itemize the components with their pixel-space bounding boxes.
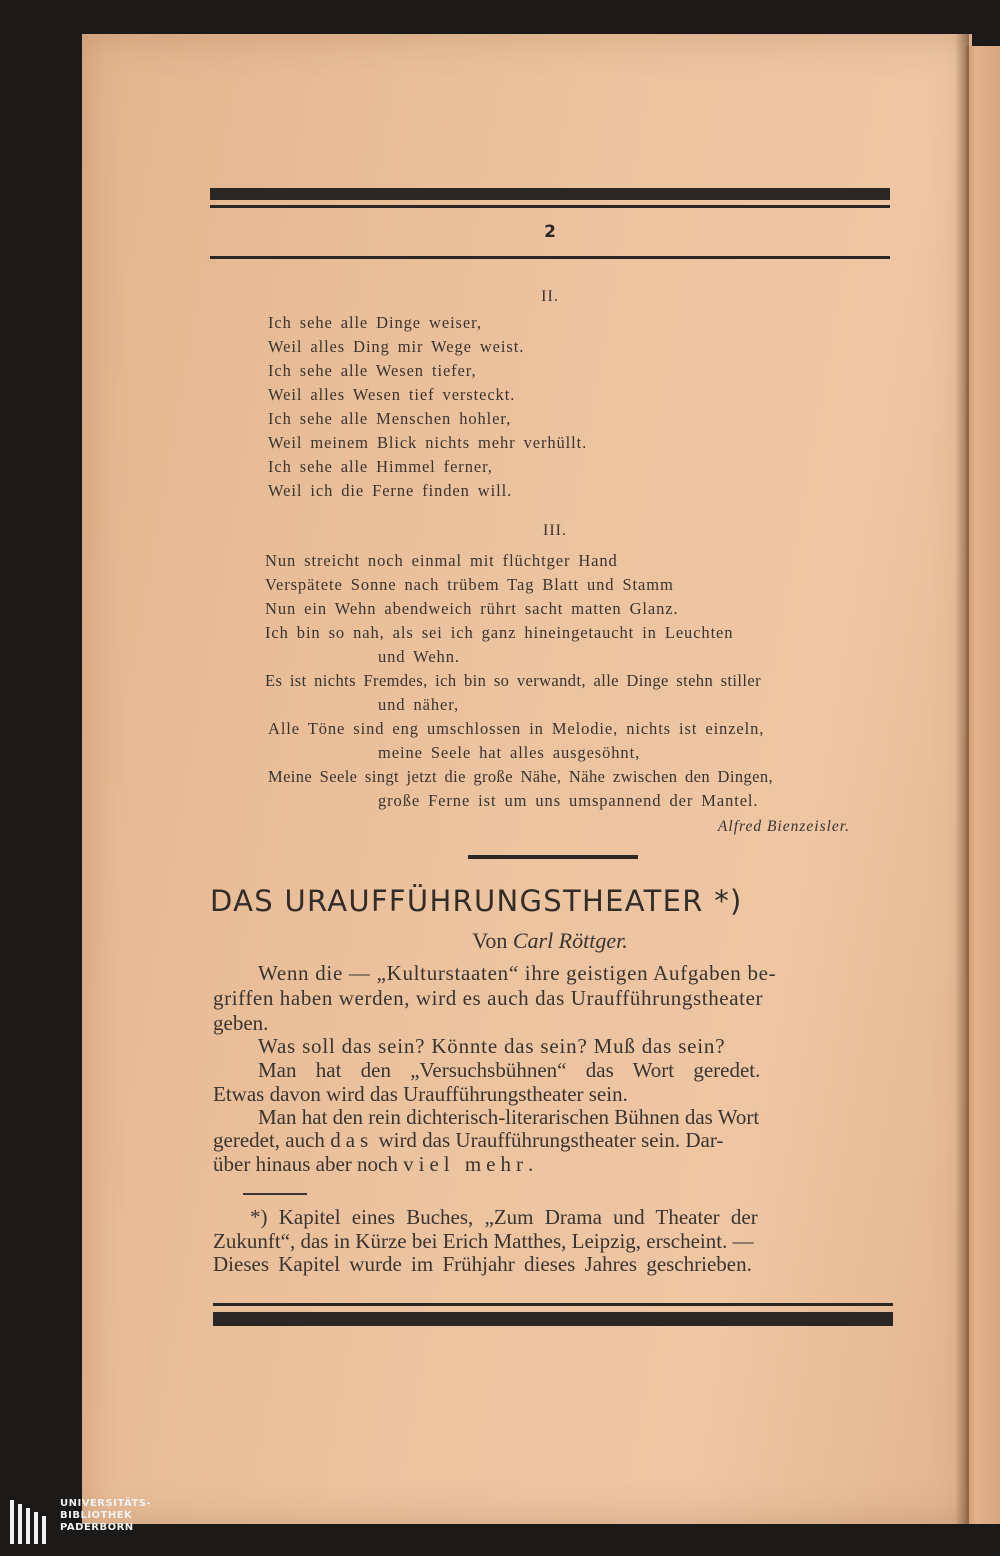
- footnote-line: Dieses Kapitel wurde im Frühjahr dieses Jahres geschrieben.: [213, 1252, 752, 1276]
- verse-line: Ich sehe alle Himmel ferner,: [268, 457, 493, 476]
- header-bar-bottom: [210, 256, 890, 259]
- body-text: wird das Uraufführungstheater sein. Dar-: [378, 1128, 724, 1152]
- logo-line: PADERBORN: [60, 1522, 134, 1533]
- verse-line: Weil alles Wesen tief versteckt.: [268, 385, 516, 404]
- verse-line: Nun ein Wehn abendweich rührt sacht matten Glanz.: [265, 599, 679, 618]
- article-byline: [0, 928, 1000, 954]
- page-number: 2: [544, 222, 556, 242]
- body-line: Man hat den rein dichterisch-literarischen Bühnen das Wort: [258, 1105, 760, 1129]
- library-logo-icon: [8, 1494, 50, 1550]
- verse-line: Ich sehe alle Dinge weiser,: [268, 313, 482, 332]
- verse-line: Weil meinem Blick nichts mehr verhüllt.: [268, 433, 588, 452]
- verse-line: große Ferne ist um uns umspannend der Mantel.: [378, 791, 759, 810]
- facing-page-edge: [966, 46, 1000, 1524]
- poem-part-numeral: II.: [541, 288, 559, 305]
- verse-line: Alle Töne sind eng umschlossen in Melodie, nichts ist einzeln,: [268, 719, 765, 738]
- section-divider: [468, 855, 638, 859]
- verse-line: Meine Seele singt jetzt die große Nähe, Nähe zwischen den Dingen,: [268, 767, 774, 786]
- article-title: DAS URAUFFÜHRUNGSTHEATER *): [210, 884, 743, 918]
- verse-line: Ich bin so nah, als sei ich ganz hineingetaucht in Leuchten: [265, 623, 734, 642]
- verse-line: Nun streicht noch einmal mit flüchtger Hand: [265, 551, 618, 570]
- header-bar-top: [210, 188, 890, 200]
- footnote-rule: [243, 1193, 307, 1195]
- poem-part-numeral: III.: [543, 522, 567, 539]
- verse-line: Weil alles Ding mir Wege weist.: [268, 337, 525, 356]
- verse-line: Weil ich die Ferne finden will.: [268, 481, 513, 500]
- footer-bar-thin: [213, 1303, 893, 1306]
- byline-author: Carl Röttger.: [512, 928, 628, 953]
- verse-line: Ich sehe alle Menschen hohler,: [268, 409, 512, 428]
- verse-line: und näher,: [378, 695, 459, 714]
- footnote-line: Zukunft“, das in Kürze bei Erich Matthes, Leipzig, erscheint. —: [213, 1229, 754, 1253]
- body-line: Man hat den „Versuchsbühnen“ das Wort geredet.: [258, 1058, 761, 1082]
- logo-line: UNIVERSITÄTS-: [60, 1498, 152, 1509]
- body-text: .: [528, 1152, 534, 1176]
- body-text: geredet, auch: [213, 1128, 325, 1152]
- logo-line: BIBLIOTHEK: [60, 1510, 133, 1521]
- verse-line: Es ist nichts Fremdes, ich bin so verwandt, alle Dinge stehn stiller: [265, 671, 761, 690]
- body-line: Was soll das sein? Könnte das sein? Muß das sein?: [258, 1034, 726, 1058]
- verse-line: Verspätete Sonne nach trübem Tag Blatt und Stamm: [265, 575, 674, 594]
- poem-signature: Alfred Bienzeisler.: [717, 818, 850, 835]
- body-line: Etwas davon wird das Uraufführungstheater sein.: [213, 1082, 628, 1106]
- body-line: [213, 1152, 533, 1177]
- footnote-line: *) Kapitel eines Buches, „Zum Drama und Theater der: [250, 1205, 758, 1229]
- verse-line: meine Seele hat alles ausgesöhnt,: [378, 743, 641, 762]
- body-line: Wenn die — „Kulturstaaten“ ihre geistigen Aufgaben be-: [258, 961, 777, 985]
- library-logo: [8, 1494, 168, 1550]
- header-bar-thin: [210, 205, 890, 208]
- body-line: griffen haben werden, wird es auch das Uraufführungstheater: [213, 986, 764, 1010]
- library-logo-text: [60, 1498, 151, 1534]
- byline-prefix: Von: [472, 928, 508, 953]
- footer-bar-bottom: [213, 1312, 893, 1326]
- verse-line: und Wehn.: [378, 647, 460, 666]
- body-text: über hinaus aber noch: [213, 1152, 398, 1176]
- gutter-shadow: [955, 34, 969, 1524]
- verse-line: Ich sehe alle Wesen tiefer,: [268, 361, 477, 380]
- emphasized-text: das: [330, 1128, 374, 1152]
- emphasized-text: viel mehr: [403, 1152, 528, 1176]
- body-line: [213, 1128, 723, 1153]
- body-line: geben.: [213, 1011, 269, 1035]
